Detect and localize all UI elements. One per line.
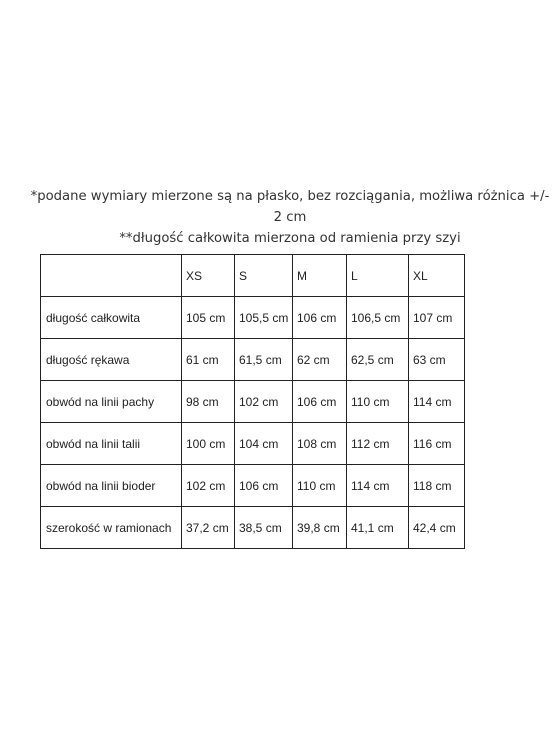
table-header-row (41, 255, 465, 297)
table-cell: 110 cm (293, 465, 347, 507)
size-header-xl: XL (409, 255, 465, 297)
table-cell: 108 cm (293, 423, 347, 465)
size-header-m: M (293, 255, 347, 297)
table-cell: 105,5 cm (235, 297, 293, 339)
size-header-l: L (347, 255, 409, 297)
table-cell: 37,2 cm (182, 507, 235, 549)
table-cell: 112 cm (347, 423, 409, 465)
table-row (41, 297, 465, 339)
table-row (41, 339, 465, 381)
size-header-s: S (235, 255, 293, 297)
table-cell: 61,5 cm (235, 339, 293, 381)
table-cell: 118 cm (409, 465, 465, 507)
table-cell: 110 cm (347, 381, 409, 423)
table-cell: 39,8 cm (293, 507, 347, 549)
row-label: długość rękawa (41, 339, 182, 381)
table-row (41, 381, 465, 423)
table-cell: 61 cm (182, 339, 235, 381)
table-cell: 62 cm (293, 339, 347, 381)
corner-cell (41, 255, 182, 297)
table-cell: 62,5 cm (347, 339, 409, 381)
table-cell: 106 cm (235, 465, 293, 507)
size-header-xs: XS (182, 255, 235, 297)
table-cell: 100 cm (182, 423, 235, 465)
row-label: długość całkowita (41, 297, 182, 339)
table-row (41, 423, 465, 465)
row-label: obwód na linii pachy (41, 381, 182, 423)
table-cell: 106,5 cm (347, 297, 409, 339)
row-label: obwód na linii bioder (41, 465, 182, 507)
table-cell: 114 cm (347, 465, 409, 507)
note-total-length: **długość całkowita mierzona od ramienia przy szyi (119, 231, 461, 246)
table-cell: 105 cm (182, 297, 235, 339)
table-cell: 41,1 cm (347, 507, 409, 549)
table-cell: 38,5 cm (235, 507, 293, 549)
table-cell: 102 cm (182, 465, 235, 507)
size-chart-table (40, 254, 465, 549)
table-cell: 63 cm (409, 339, 465, 381)
table-cell: 104 cm (235, 423, 293, 465)
table-cell: 107 cm (409, 297, 465, 339)
row-label: szerokość w ramionach (41, 507, 182, 549)
table-cell: 42,4 cm (409, 507, 465, 549)
table-row (41, 465, 465, 507)
measurement-notes (30, 186, 550, 249)
table-cell: 114 cm (409, 381, 465, 423)
table-row (41, 507, 465, 549)
note-flat-measurement: *podane wymiary mierzone są na płasko, bez rozciągania, możliwa różnica +/- 2 cm (30, 189, 550, 225)
table-cell: 98 cm (182, 381, 235, 423)
row-label: obwód na linii talii (41, 423, 182, 465)
table-cell: 116 cm (409, 423, 465, 465)
table-cell: 102 cm (235, 381, 293, 423)
table-cell: 106 cm (293, 297, 347, 339)
table-cell: 106 cm (293, 381, 347, 423)
